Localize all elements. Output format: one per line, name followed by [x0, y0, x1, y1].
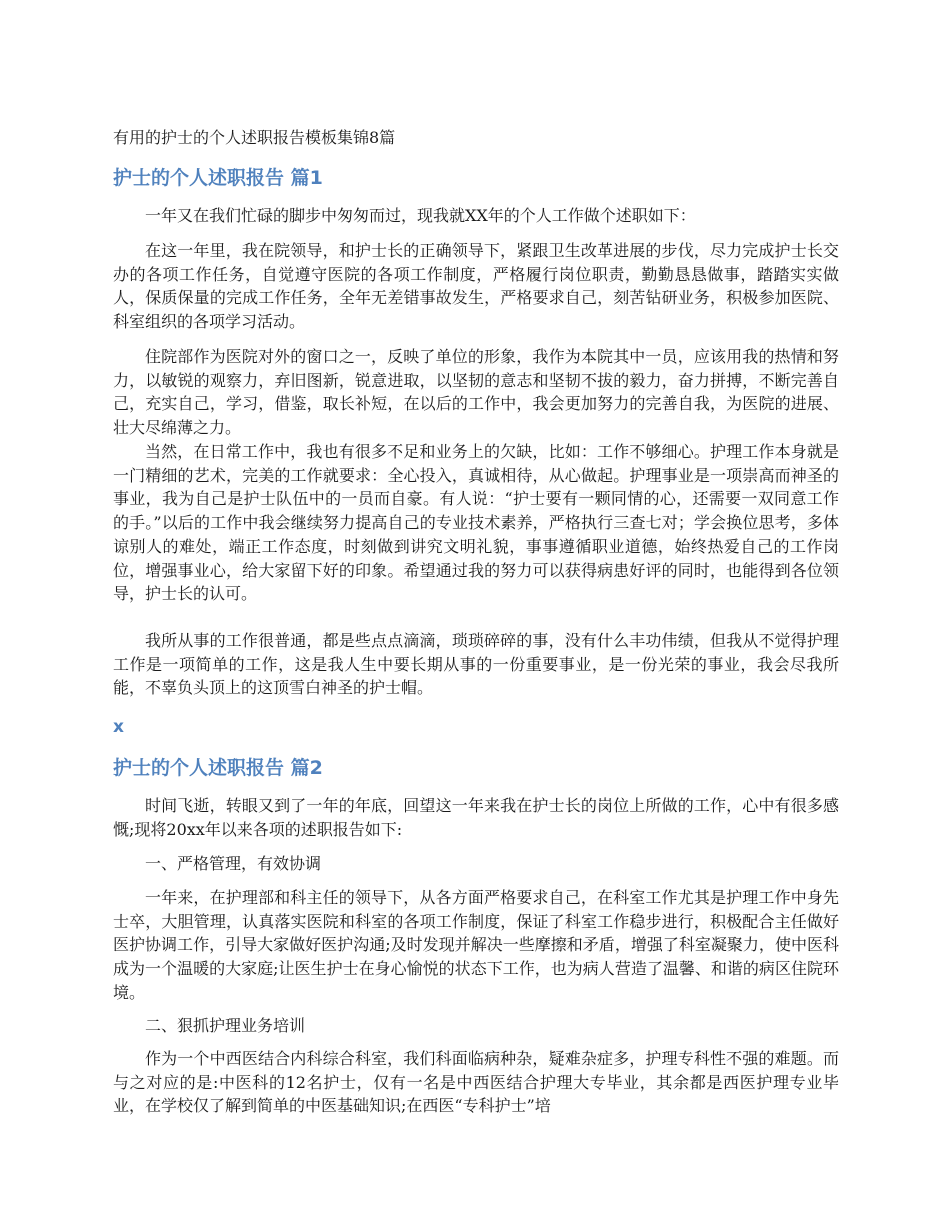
section-2-paragraph-2: 作为一个中西医结合内科综合科室，我们科面临病种杂，疑难杂症多，护理专科性不强的难题。而与之对应的是:中医科的12名护士，仅有一名是中西医结合护理大专毕业，其余都是西医护理专业毕业，在学校仅了解到简单的中医基础知识;在西医“专科护士”培 — [113, 1049, 839, 1116]
section-2-paragraph-1: 一年来，在护理部和科主任的领导下，从各方面严格要求自己，在科室工作尤其是护理工作中身先士卒，大胆管理，认真落实医院和科室的各项工作制度，保证了科室工作稳步进行，积极配合主任做好医护协调工作，引导大家做好医护沟通;及时发现并解决一些摩擦和矛盾，增强了科室凝聚力，使中医科成为一个温暖的大家庭;让医生护士在身心愉悦的状态下工作，也为病人营造了温馨、和谐的病区住院环境。 — [113, 888, 839, 1002]
document-title: 有用的护士的个人述职报告模板集锦8篇 — [113, 128, 396, 147]
section-2-subheading-1: 一、严格管理，有效协调 — [145, 854, 322, 873]
section-1-paragraph-1: 一年又在我们忙碌的脚步中匆匆而过，现我就XX年的个人工作做个述职如下： — [145, 206, 696, 225]
section-2-heading: 护士的个人述职报告 篇2 — [113, 757, 323, 779]
section-2-intro: 时间飞逝，转眼又到了一年的年底，回望这一年来我在护士长的岗位上所做的工作，心中有很多感慨;现将20xx年以来各项的述职报告如下: — [113, 796, 839, 839]
section-separator: x — [113, 717, 124, 737]
section-1-paragraph-4: 当然，在日常工作中，我也有很多不足和业务上的欠缺，比如：工作不够细心。护理工作本身就是一门精细的艺术，完美的工作就要求：全心投入，真诚相待，从心做起。护理事业是一项崇高而神圣的事业，我为自己是护士队伍中的一员而自豪。有人说：“护士要有一颗同情的心，还需要一双同意工作的手。”以后的工作中我会继续努力提高自己的专业技术素养，严格执行三查七对；学会换位思考，多体谅别人的难处，端正工作态度，时刻做到讲究文明礼貌，事事遵循职业道德，始终热爱自己的工作岗位，增强事业心，给大家留下好的印象。希望通过我的努力可以获得病患好评的同时，也能得到各位领导，护士长的认可。 — [113, 442, 839, 604]
section-1-paragraph-3: 住院部作为医院对外的窗口之一，反映了单位的形象，我作为本院其中一员，应该用我的热情和努力，以敏锐的观察力，弃旧图新，锐意进取，以坚韧的意志和坚韧不拔的毅力，奋力拼搏，不断完善自己，充实自己，学习，借鉴，取长补短，在以后的工作中，我会更加努力的完善自我，为医院的进展、壮大尽绵薄之力。 — [113, 347, 839, 438]
section-1-paragraph-2: 在这一年里，我在院领导，和护士长的正确领导下，紧跟卫生改革进展的步伐，尽力完成护士长交办的各项工作任务，自觉遵守医院的各项工作制度，严格履行岗位职责，勤勤恳恳做事，踏踏实实做人，保质保量的完成工作任务，全年无差错事故发生，严格要求自己，刻苦钻研业务，积极参加医院、科室组织的各项学习活动。 — [113, 241, 839, 332]
section-1-paragraph-5: 我所从事的工作很普通，都是些点点滴滴，琐琐碎碎的事，没有什么丰功伟绩，但我从不觉得护理工作是一项简单的工作，这是我人生中要长期从事的一份重要事业，是一份光荣的事业，我会尽我所能，不辜负头顶上的这顶雪白神圣的护士帽。 — [113, 631, 839, 698]
section-2-subheading-2: 二、狠抓护理业务培训 — [145, 1016, 306, 1035]
section-1-heading: 护士的个人述职报告 篇1 — [113, 167, 323, 189]
